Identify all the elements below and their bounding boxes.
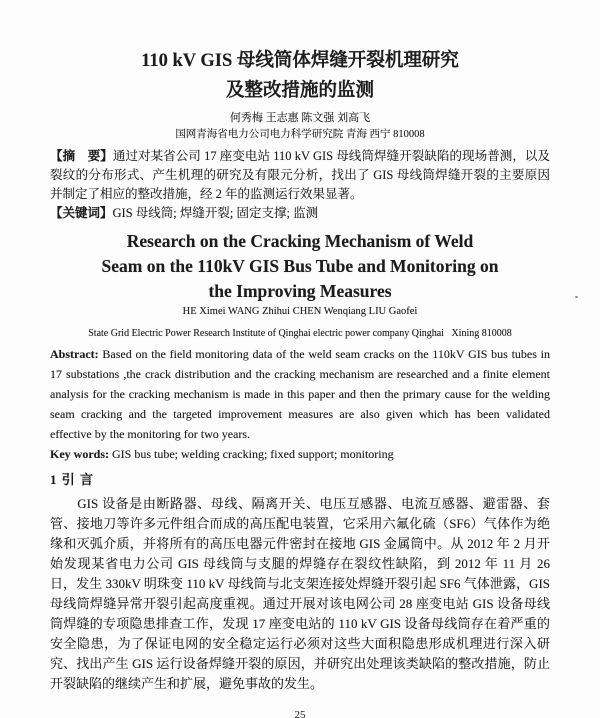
- page-number: 25: [294, 709, 306, 718]
- affiliation-en: State Grid Electric Power Research Institute of Qinghai electric power company Qinghai Xining 810008: [88, 328, 512, 339]
- abstract-en-label: Abstract:: [50, 347, 103, 361]
- abstract-cn-text: 通过对某省公司 17 座变电站 110 kV GIS 母线筒焊缝开裂缺陷的现场普测，以及裂纹的分布形式、产生机理的研究及有限元分析，找出了 GIS 母线筒焊缝开裂的主要原因并制定了相应的整改措施，经 2 年的监测运行效果显著。: [50, 149, 550, 201]
- paper-title-cn-line2: 及整改措施的监测: [225, 81, 374, 101]
- keywords-cn: [50, 204, 550, 223]
- keywords-cn-label: 【关键词】: [50, 206, 113, 220]
- paper-title-en: [50, 229, 550, 304]
- affiliation-cn: 国网青海省电力公司电力科学研究院 青海 西宁 810008: [175, 129, 425, 140]
- scan-artifact: [575, 296, 578, 298]
- authors-cn: 何秀梅 王志惠 陈文强 刘高飞: [229, 112, 371, 124]
- section1-heading: 1 引 言: [50, 472, 95, 487]
- paper-title-cn-line1: 110 kV GIS 母线筒体焊缝开裂机理研究: [141, 51, 459, 71]
- authors-en: HE Ximei WANG Zhihui CHEN Wenqiang LIU Gaofei: [182, 306, 418, 317]
- paper-title-en-line2: Seam on the 110kV GIS Bus Tube and Monitoring on: [101, 256, 499, 276]
- paper-title-cn: [50, 46, 550, 106]
- paper-title-en-line3: the Improving Measures: [208, 281, 392, 301]
- keywords-en: [50, 444, 550, 464]
- keywords-en-text: GIS bus tube; welding cracking; fixed support; monitoring: [112, 447, 394, 461]
- section1-paragraph: GIS 设备是由断路器、母线、隔离开关、电压互感器、电流互感器、避雷器、套管、接地刀等许多元件组合而成的高压配电装置，它采用六氟化硫（SF6）气体作为绝缘和灭弧介质，并将所有的高压电器元件密封在接地 GIS 金属筒中。从 2012 年 2 月开始发现某省电力公司 GIS 母线筒与支腿的焊缝存在裂纹性缺陷，到 2012 年 11 月 26 日，发生 330kV 明珠变 110 kV 母线筒与北支架连接处焊缝开裂引起 SF6 气体泄露，GIS 母线筒焊缝异常开裂引起高度重视。通过开展对该电网公司 28 座变电站 GIS 设备母线筒焊缝的专项隐患排查工作，发现 17 座变电站的 110 kV GIS 设备母线筒存在着严重的安全隐患，为了保证电网的安全稳定运行必须对这些大面积隐患形成机理进行深入研究、找出产生 GIS 运行设备焊缝开裂的原因，并研究出处理该类缺陷的整改措施，防止开裂缺陷的继续产生和扩展，避免事故的发生。: [50, 496, 550, 691]
- abstract-en-text: Based on the field monitoring data of the weld seam cracks on the 110kV GIS bus tubes in 17 substations ,the crack distribution and the cracking mechanism are researched and a finite element analysis for the cracking mechanism is made in this paper and then the primary cause for the welding seam cracking and the targeted improvement measures are also given which has been validated effective by the monitoring for two years.: [50, 347, 550, 441]
- keywords-cn-text: GIS 母线筒; 焊缝开裂; 固定支撑; 监测: [112, 206, 319, 220]
- abstract-cn-label: 【摘 要】: [50, 149, 113, 163]
- keywords-en-label: Key words:: [50, 447, 112, 461]
- paper-title-en-line1: Research on the Cracking Mechanism of Weld: [126, 231, 474, 251]
- abstract-en: [50, 344, 550, 444]
- abstract-cn: [50, 147, 550, 204]
